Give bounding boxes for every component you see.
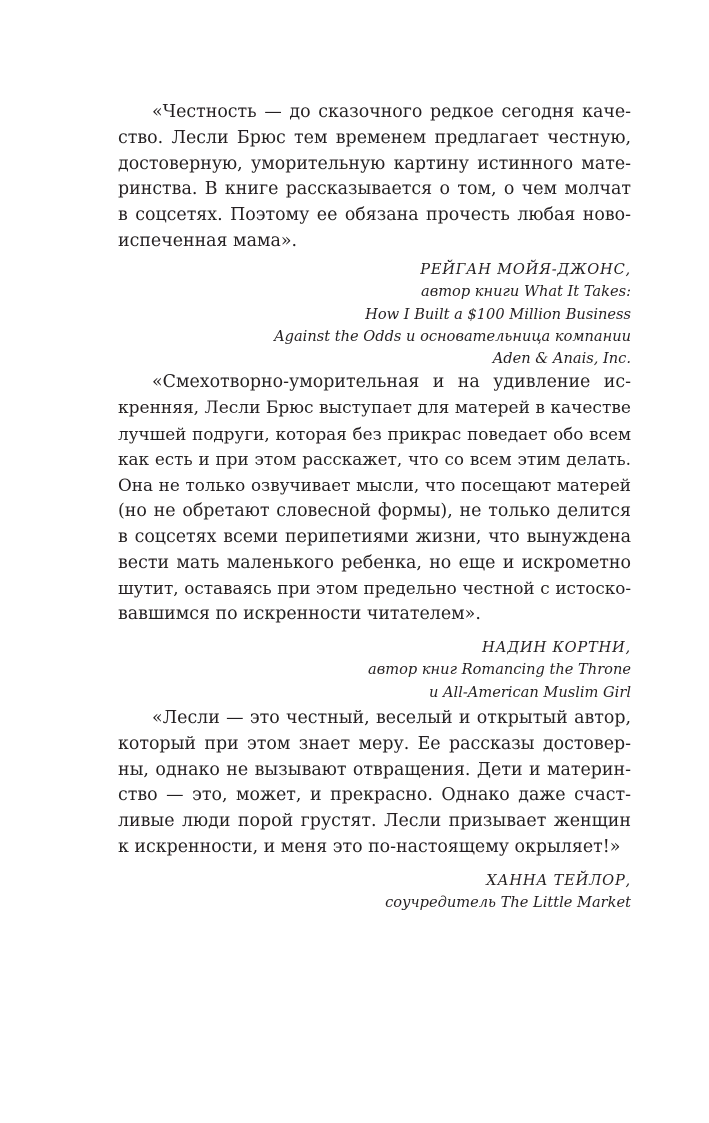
endorser-name: НАДИН КОРТНИ, [481,638,631,656]
endorsement-quote [118,100,631,255]
quote-line: достоверную, уморительную картину истинного мате- [118,153,631,174]
quote-line: кренняя, Лесли Брюс выступает для матерей в качестве [118,397,631,418]
quote-line: ны, однако не вызывают отвращения. Дети и материн- [118,759,631,780]
quote-line: испеченная мама». [118,230,298,251]
endorser-name: РЕЙГАН МОЙЯ-ДЖОНС, [420,260,631,278]
endorser-credit: и All-American Muslim Girl [428,683,631,701]
quote-line: ливые люди порой грустят. Лесли призывает женщин [118,811,631,832]
endorsement-quote [118,706,631,861]
endorser-credit: Aden & Anais, Inc. [492,350,631,368]
endorser-credit: соучредитель The Little Market [385,894,631,912]
endorsement-attribution [118,259,631,371]
quote-line: в соцсетях всеми перипетиями жизни, что вынуждена [118,526,631,547]
quote-line: «Честность — до сказочного редкое сегодня каче- [152,102,631,122]
endorsement-attribution [118,870,631,915]
endorsement-quote [118,370,631,628]
quote-line: Она не только озвучивает мысли, что посещают матерей [118,475,631,496]
endorser-name: ХАННА ТЕЙЛОР, [486,871,631,889]
quote-line: (но не обретают словесной формы), не только делится [118,500,631,521]
quote-line: ство. Лесли Брюс тем временем предлагает честную, [118,127,631,148]
quote-line: вавшимся по искренности читателем». [118,604,481,625]
endorsement-block [118,100,631,371]
quote-line: шутит, оставаясь при этом предельно честной с истоско- [118,578,631,599]
quote-line: вести мать маленького ребенка, но еще и искрометно [118,552,631,573]
quote-line: ринства. В книге рассказывается о том, о чем молчат [118,179,631,200]
quote-line: как есть и при этом расскажет, что со всем этим делать. [118,449,631,470]
quote-line: в соцсетях. Поэтому ее обязана прочесть любая ново- [118,205,631,226]
quote-line: «Смехотворно-уморительная и на удивление ис- [152,372,631,392]
quote-line: к искренности, и меня это по-настоящему окрыляет!» [118,836,621,857]
quote-line: который при этом знает меру. Ее рассказы достовер- [118,733,631,754]
quote-line: «Лесли — это честный, веселый и открытый автор, [152,708,631,728]
endorsement-block [118,706,631,915]
endorsement-block [118,370,631,704]
endorsement-attribution [118,637,631,704]
endorser-credit: автор книги What It Takes: [421,283,631,301]
endorser-credit: Against the Odds и основательница компании [274,328,631,345]
quote-line: ство — это, может, и прекрасно. Однако даже счаст- [118,785,631,806]
endorser-credit: How I Built a $100 Million Business [365,305,631,323]
quote-line: лучшей подруги, которая без прикрас поведает обо всем [118,423,631,444]
endorser-credit: автор книг Romancing the Throne [368,661,631,679]
